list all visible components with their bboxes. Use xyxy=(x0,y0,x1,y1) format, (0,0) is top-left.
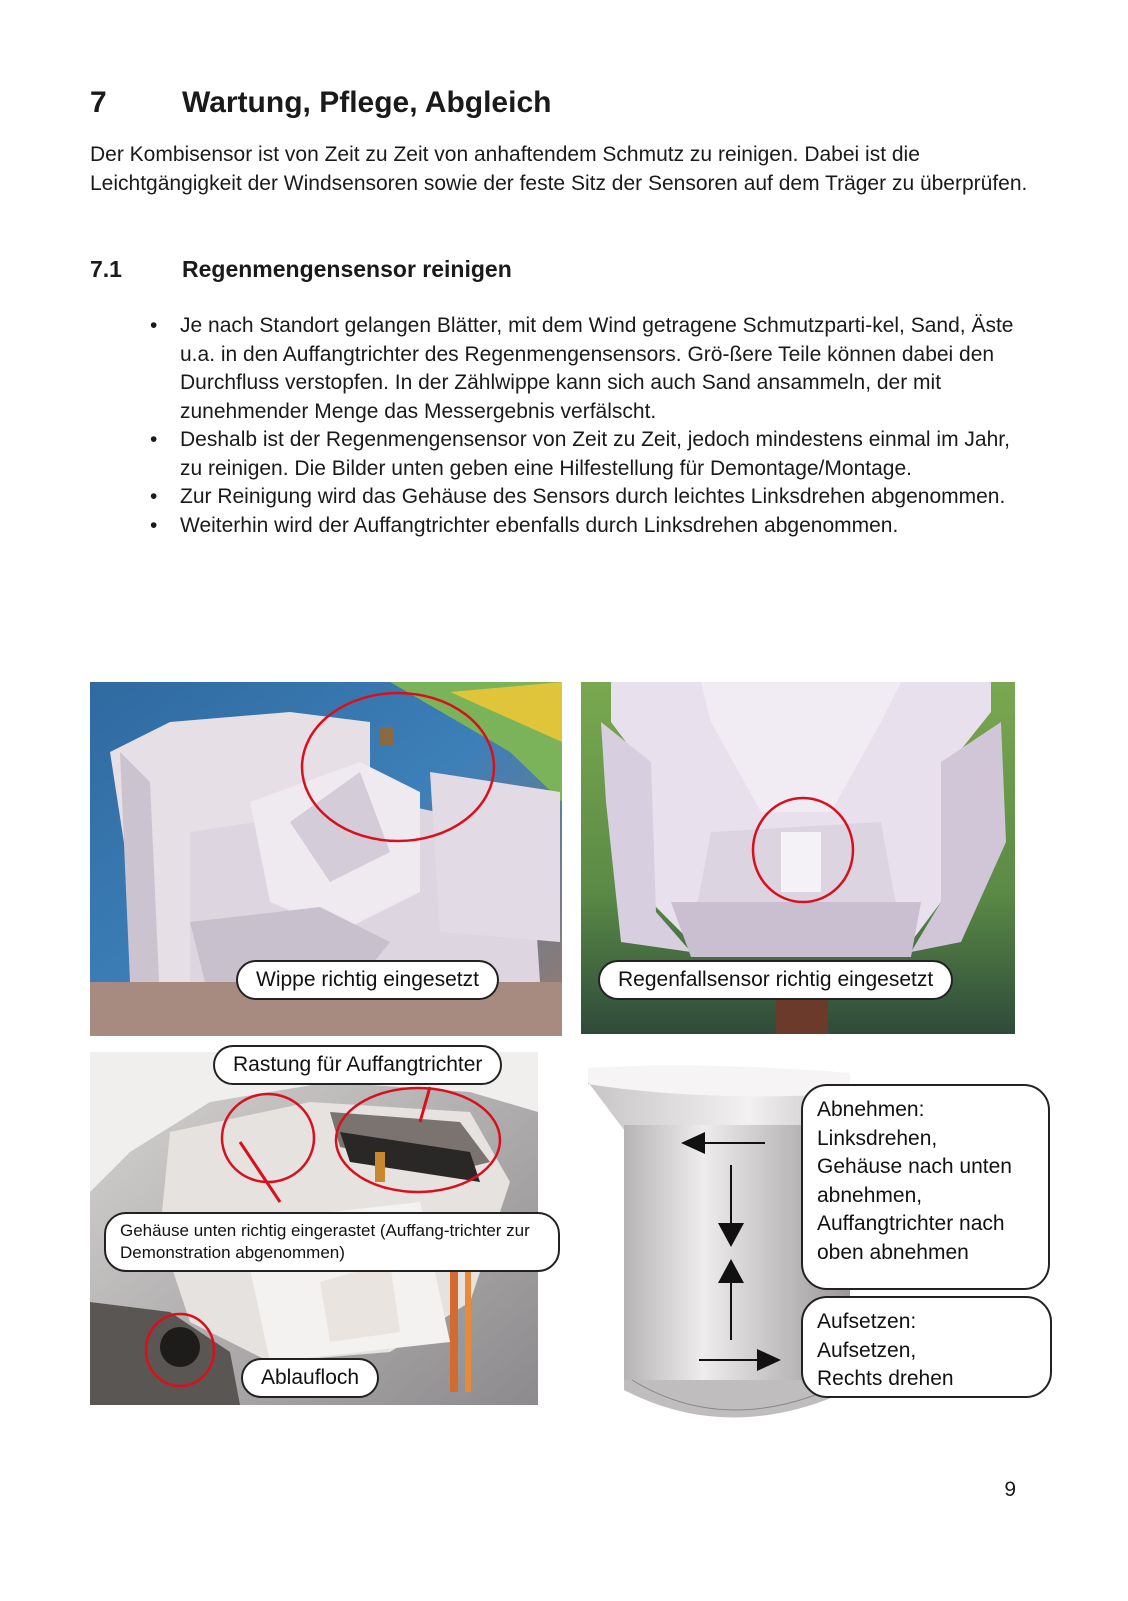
label-rain-sensor: Regenfallsensor richtig eingesetzt xyxy=(598,960,953,1000)
arrow-up-icon xyxy=(718,1259,744,1283)
callout-attach: Aufsetzen: Aufsetzen, Rechts drehen xyxy=(801,1296,1052,1398)
label-drain-hole: Ablaufloch xyxy=(241,1358,379,1398)
bullet-icon: • xyxy=(150,513,158,537)
bullet-list xyxy=(150,312,1030,540)
subsection-title: Regenmengensensor reinigen xyxy=(182,256,512,282)
callout-remove: Abnehmen: Linksdrehen, Gehäuse nach unten abnehmen, Auffangtrichter nach oben abnehmen xyxy=(801,1084,1050,1290)
list-item: • Deshalb ist der Regenmengensensor von Zeit zu Zeit, jedoch mindestens einmal im Jahr, zu reinigen. Die Bilder unten geben eine Hilfestellung für Demontage/Montage. xyxy=(150,428,1010,480)
arrow-right-icon xyxy=(757,1349,781,1371)
label-housing-locked: Gehäuse unten richtig eingerastet (Auffang-trichter zur Demonstration abgenommen) xyxy=(104,1212,560,1272)
subsection-number: 7.1 xyxy=(90,256,122,282)
rotation-arrows xyxy=(675,1125,795,1395)
arrow-left-icon xyxy=(681,1132,705,1154)
section-title: Wartung, Pflege, Abgleich xyxy=(182,86,552,119)
list-item: • Zur Reinigung wird das Gehäuse des Sensors durch leichtes Linksdrehen abgenommen. xyxy=(150,483,1030,512)
section-number: 7 xyxy=(90,86,107,119)
bullet-icon: • xyxy=(150,428,158,451)
arrow-down-icon xyxy=(718,1223,744,1247)
label-funnel-detent: Rastung für Auffangtrichter xyxy=(213,1045,502,1085)
bullet-icon: • xyxy=(150,485,158,508)
bullet-icon: • xyxy=(150,314,158,337)
page-number: 9 xyxy=(1004,1478,1016,1501)
list-item: • Weiterhin wird der Auffangtrichter ebenfalls durch Linksdrehen abgenommen. xyxy=(150,512,1030,541)
intro-paragraph: Der Kombisensor ist von Zeit zu Zeit von anhaftendem Schmutz zu reinigen. Dabei ist die Leichtgängigkeit der Windsensoren sowie der feste Sitz der Sensoren auf dem Träger zu überprüfen. xyxy=(90,143,1028,195)
label-tipping-bucket: Wippe richtig eingesetzt xyxy=(236,960,499,1000)
list-item: • Je nach Standort gelangen Blätter, mit dem Wind getragene Schmutzparti-kel, Sand, Äste u.a. in den Auffangtrichter des Regenmengensensors. Grö-ßere Teile können dabei den Durchfluss verstopfen. In der Zählwippe kann sich auch Sand ansammeln, der mit zunehmender Menge das Messergebnis verfälscht. xyxy=(150,314,1014,423)
